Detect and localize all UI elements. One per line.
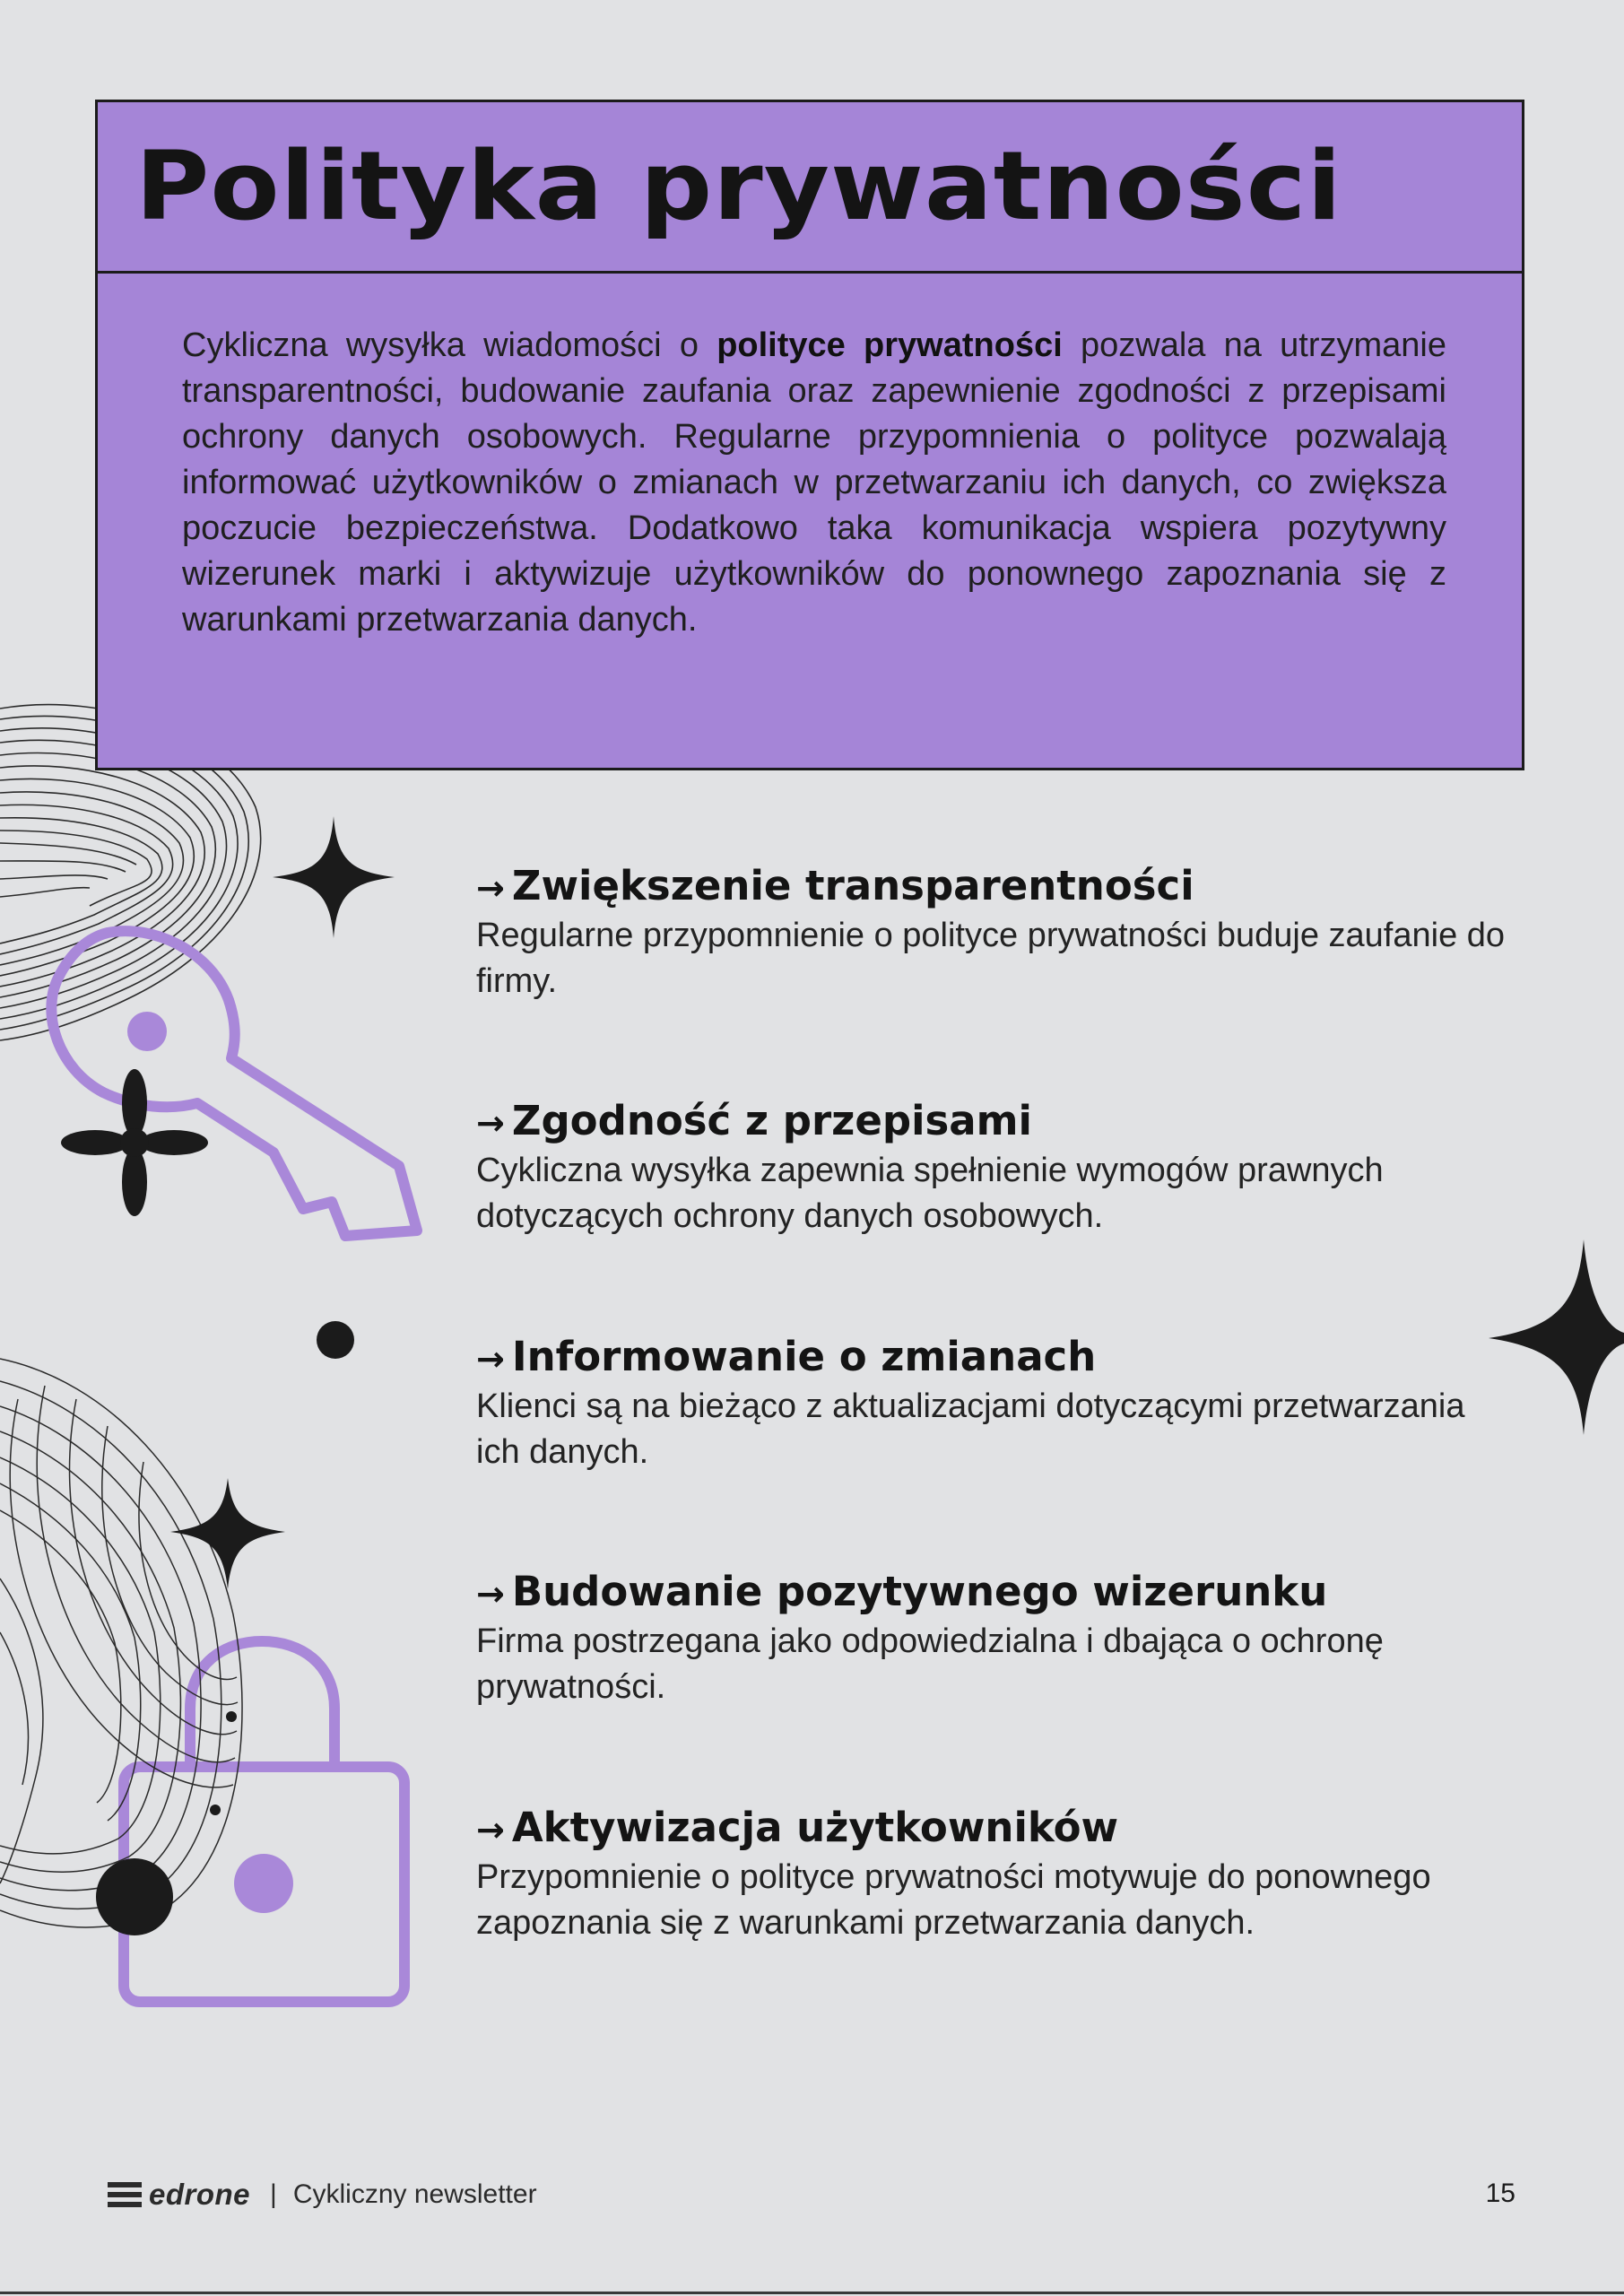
- dot-decoration: [96, 1858, 173, 1935]
- benefit-item: [476, 1803, 1516, 1946]
- sparkle-icon: [273, 816, 395, 938]
- benefit-title: [476, 1096, 1516, 1148]
- footer-separator: |: [270, 2179, 277, 2209]
- page-title: Polityka prywatności: [135, 131, 1342, 241]
- benefit-description: Firma postrzegana jako odpowiedzialna i dbająca o ochronę prywatności.: [476, 1622, 1384, 1706]
- footer: [108, 2175, 1515, 2214]
- padlock-keyhole: [234, 1854, 293, 1913]
- benefit-title-text: Informowanie o zmianach: [511, 1333, 1097, 1380]
- intro-text-start: Cykliczna wysyłka wiadomości o: [182, 326, 717, 364]
- benefit-description: Przypomnienie o polityce prywatności motywuje do ponownego zapoznania się z warunkami przetwarzania danych.: [476, 1858, 1431, 1942]
- intro-paragraph: [182, 323, 1446, 643]
- benefit-title-text: Zwiększenie transparentności: [511, 862, 1194, 909]
- benefit-title-text: Budowanie pozytywnego wizerunku: [511, 1568, 1328, 1615]
- dot-decoration: [317, 1321, 354, 1359]
- benefit-title: [476, 1332, 1516, 1384]
- header-title-row: [98, 102, 1522, 274]
- arrow-right-icon: →: [476, 868, 505, 908]
- page-number: 15: [1485, 2179, 1515, 2208]
- footer-label: Cykliczny newsletter: [292, 2179, 537, 2209]
- benefit-title-text: Aktywizacja użytkowników: [511, 1804, 1119, 1851]
- padlock-icon: [124, 1641, 404, 2002]
- benefit-item: [476, 861, 1516, 1004]
- benefit-description: Regularne przypomnienie o polityce prywatności buduje zaufanie do firmy.: [476, 917, 1506, 1000]
- arrow-right-icon: →: [476, 1339, 505, 1378]
- benefit-title: [476, 861, 1516, 913]
- header-box: [95, 100, 1524, 770]
- benefit-item: [476, 1567, 1516, 1710]
- arrow-right-icon: →: [476, 1810, 505, 1849]
- intro-text-bold: polityce prywatności: [716, 326, 1063, 364]
- benefit-item: [476, 1096, 1516, 1239]
- benefit-description: Cykliczna wysyłka zapewnia spełnienie wymogów prawnych dotyczących ochrony danych osobowych.: [476, 1152, 1384, 1235]
- brand-logo: [108, 2178, 250, 2212]
- benefit-description: Klienci są na bieżąco z aktualizacjami dotyczącymi przetwarzania ich danych.: [476, 1387, 1465, 1471]
- benefit-item: [476, 1332, 1516, 1475]
- flower-icon: [61, 1069, 208, 1216]
- sparkle-icon: [170, 1478, 285, 1589]
- brand-name: edrone: [149, 2178, 251, 2211]
- arrow-right-icon: →: [476, 1574, 505, 1613]
- key-hole: [127, 1012, 167, 1051]
- benefit-title: [476, 1803, 1516, 1855]
- arrow-right-icon: →: [476, 1103, 505, 1143]
- intro-text-end: pozwala na utrzymanie transparentności, budowanie zaufania oraz zapewnienie zgodności z przepisami ochrony danych osobowych. Regularne przypomnienia o polityce pozwalają informować użytkowników o zmianach w przetwarzaniu ich danych, co zwiększa poczucie bezpieczeństwa. Dodatkowo taka komunikacja wspiera pozytywny wizerunek marki i aktywizuje użytkowników do ponownego zapoznania się z warunkami przetwarzania danych.: [182, 326, 1446, 639]
- benefit-title-text: Zgodność z przepisami: [511, 1097, 1032, 1144]
- dot-decoration: [210, 1805, 221, 1815]
- bottom-divider: [0, 2292, 1624, 2294]
- dot-decoration: [226, 1711, 237, 1722]
- benefit-title: [476, 1567, 1516, 1619]
- key-icon: [51, 931, 417, 1236]
- edrone-logo-icon: [108, 2180, 142, 2209]
